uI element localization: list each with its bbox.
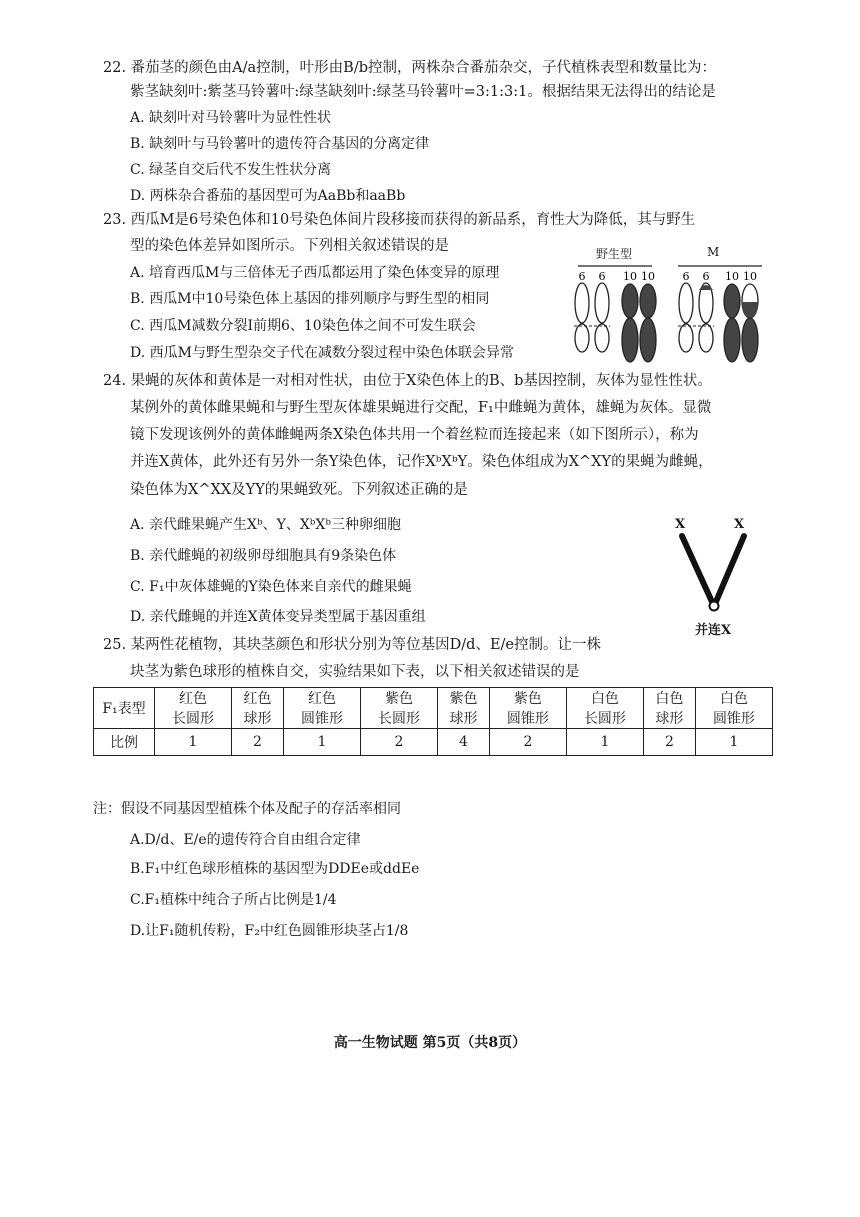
m-label: M: [707, 245, 720, 259]
q25-option-a: A.D/d、E/e的遗传符合自由组合定律: [130, 832, 361, 848]
chromosome-m-6-pair: [678, 283, 714, 352]
table-header-phenotype: F₁表型: [94, 688, 155, 729]
table-cell-phenotype-9: 白色 圆锥形: [695, 688, 772, 729]
q22-option-d: D. 两株杂合番茄的基因型可为AaBb和aaBb: [130, 188, 406, 204]
table-cell-ratio-4: 2: [360, 729, 437, 756]
chrom-label-m10b: 10: [743, 270, 757, 283]
table-cell-phenotype-8: 白色 球形: [643, 688, 695, 729]
chrom-label-m6a: 6: [682, 270, 690, 283]
chromosome-wild-10-pair: [622, 284, 656, 362]
q24-stem-line3: 镜下发现该例外的黄体雌蝇两条X染色体共用一个着丝粒而连接起来（如下图所示），称为: [130, 427, 699, 443]
q23-stem-line1: 23. 西瓜M是6号染色体和10号染色体间片段移接而获得的新品系，育性大为降低，其与野生: [103, 212, 696, 228]
q25-note: 注：假设不同基因型植株个体及配子的存活率相同: [93, 801, 401, 817]
q22-option-c: C. 绿茎自交后代不发生性状分离: [130, 162, 332, 178]
table-cell-phenotype-7: 白色 长圆形: [566, 688, 643, 729]
table-cell-phenotype-2: 红色 球形: [232, 688, 284, 729]
page-footer: 高一生物试题 第5页（共8页）: [333, 1035, 527, 1051]
q22-stem-line1: 22. 番茄茎的颜色由A/a控制，叶形由B/b控制，两株杂合番茄杂交，子代植株表型和数量比为：: [103, 60, 716, 76]
chrom-label-6b: 6: [598, 270, 606, 283]
q24-stem-line2: 某例外的黄体雌果蝇和与野生型灰体雄果蝇进行交配，F₁中雌蝇为黄体，雄蝇为灰体。显微: [130, 400, 712, 416]
q24-stem-line5: 染色体为X^XX及YY的果蝇致死。下列叙述正确的是: [130, 482, 468, 498]
q25-option-c: C.F₁植株中纯合子所占比例是1/4: [130, 892, 337, 908]
table-cell-ratio-2: 2: [232, 729, 284, 756]
table-cell-ratio-6: 2: [489, 729, 566, 756]
q25-stem-line1: 25. 某两性花植物，其块茎颜色和形状分别为等位基因D/d、E/e控制。让一株: [103, 637, 602, 653]
table-cell-phenotype-4: 紫色 长圆形: [360, 688, 437, 729]
chrom-label-m10a: 10: [725, 270, 739, 283]
q22-option-b: B. 缺刻叶与马铃薯叶的遗传符合基因的分离定律: [130, 136, 430, 152]
table-cell-ratio-9: 1: [695, 729, 772, 756]
q24-stem-line4: 并连X黄体，此外还有另外一条Y染色体，记作XᵇXᵇY。染色体组成为X^XY的果蝇为雌蝇，: [130, 454, 713, 470]
attached-x-chromosome-icon: [670, 532, 760, 617]
q23-option-b: B. 西瓜M中10号染色体上基因的排列顺序与野生型的相同: [130, 291, 490, 307]
attached-x-right-label: X: [734, 517, 745, 532]
q25-option-d: D.让F₁随机传粉，F₂中红色圆锥形块茎占1/8: [130, 923, 409, 939]
q25-option-b: B.F₁中红色球形植株的基因型为DDEe或ddEe: [130, 861, 420, 877]
chrom-label-6a: 6: [578, 270, 586, 283]
table-cell-ratio-8: 2: [643, 729, 695, 756]
q25-stem-line2: 块茎为紫色球形的植株自交，实验结果如下表，以下相关叙述错误的是: [130, 664, 580, 680]
chromosome-figure: [570, 258, 770, 368]
q23-option-c: C. 西瓜M减数分裂Ⅰ前期6、10染色体之间不可发生联会: [130, 318, 476, 334]
table-cell-phenotype-6: 紫色 圆锥形: [489, 688, 566, 729]
results-table: [93, 687, 773, 756]
chrom-label-10b: 10: [641, 270, 655, 283]
table-row-phenotype: [94, 688, 773, 729]
table-header-ratio: 比例: [94, 729, 155, 756]
attached-x-caption: 并连X: [695, 623, 732, 638]
q24-option-a: A. 亲代雌果蝇产生Xᵇ、Y、XᵇXᵇ三种卵细胞: [130, 517, 401, 533]
table-cell-phenotype-1: 红色 长圆形: [155, 688, 232, 729]
table-cell-phenotype-5: 紫色 球形: [437, 688, 489, 729]
q24-option-d: D. 亲代雌蝇的并连X黄体变异类型属于基因重组: [130, 609, 426, 625]
wild-type-label: 野生型: [596, 247, 633, 261]
q23-option-a: A. 培育西瓜M与三倍体无子西瓜都运用了染色体变异的原理: [130, 265, 500, 281]
table-cell-ratio-7: 1: [566, 729, 643, 756]
table-cell-ratio-3: 1: [283, 729, 360, 756]
chrom-label-10a: 10: [623, 270, 637, 283]
q24-option-b: B. 亲代雌蝇的初级卵母细胞具有9条染色体: [130, 548, 397, 564]
table-cell-ratio-1: 1: [155, 729, 232, 756]
q24-option-c: C. F₁中灰体雄蝇的Y染色体来自亲代的雌果蝇: [130, 579, 412, 595]
q22-stem-line2: 紫茎缺刻叶:紫茎马铃薯叶:绿茎缺刻叶:绿茎马铃薯叶=3:1:3:1。根据结果无法得出的结论是: [130, 84, 716, 100]
q23-stem-line2: 型的染色体差异如图所示。下列相关叙述错误的是: [130, 238, 449, 254]
table-row-ratio: [94, 729, 773, 756]
attached-x-left-label: X: [675, 517, 686, 532]
chrom-label-m6b: 6: [702, 270, 710, 283]
chromosome-wild-6-pair: [574, 283, 610, 352]
table-cell-ratio-5: 4: [437, 729, 489, 756]
q23-option-d: D. 西瓜M与野生型杂交子代在减数分裂过程中染色体联会异常: [130, 345, 514, 361]
chromosome-m-10-pair: [724, 284, 758, 362]
table-cell-phenotype-3: 红色 圆锥形: [283, 688, 360, 729]
q24-stem-line1: 24. 果蝇的灰体和黄体是一对相对性状，由位于X染色体上的B、b基因控制，灰体为显性性状。: [103, 373, 712, 389]
q22-option-a: A. 缺刻叶对马铃薯叶为显性性状: [130, 110, 332, 126]
